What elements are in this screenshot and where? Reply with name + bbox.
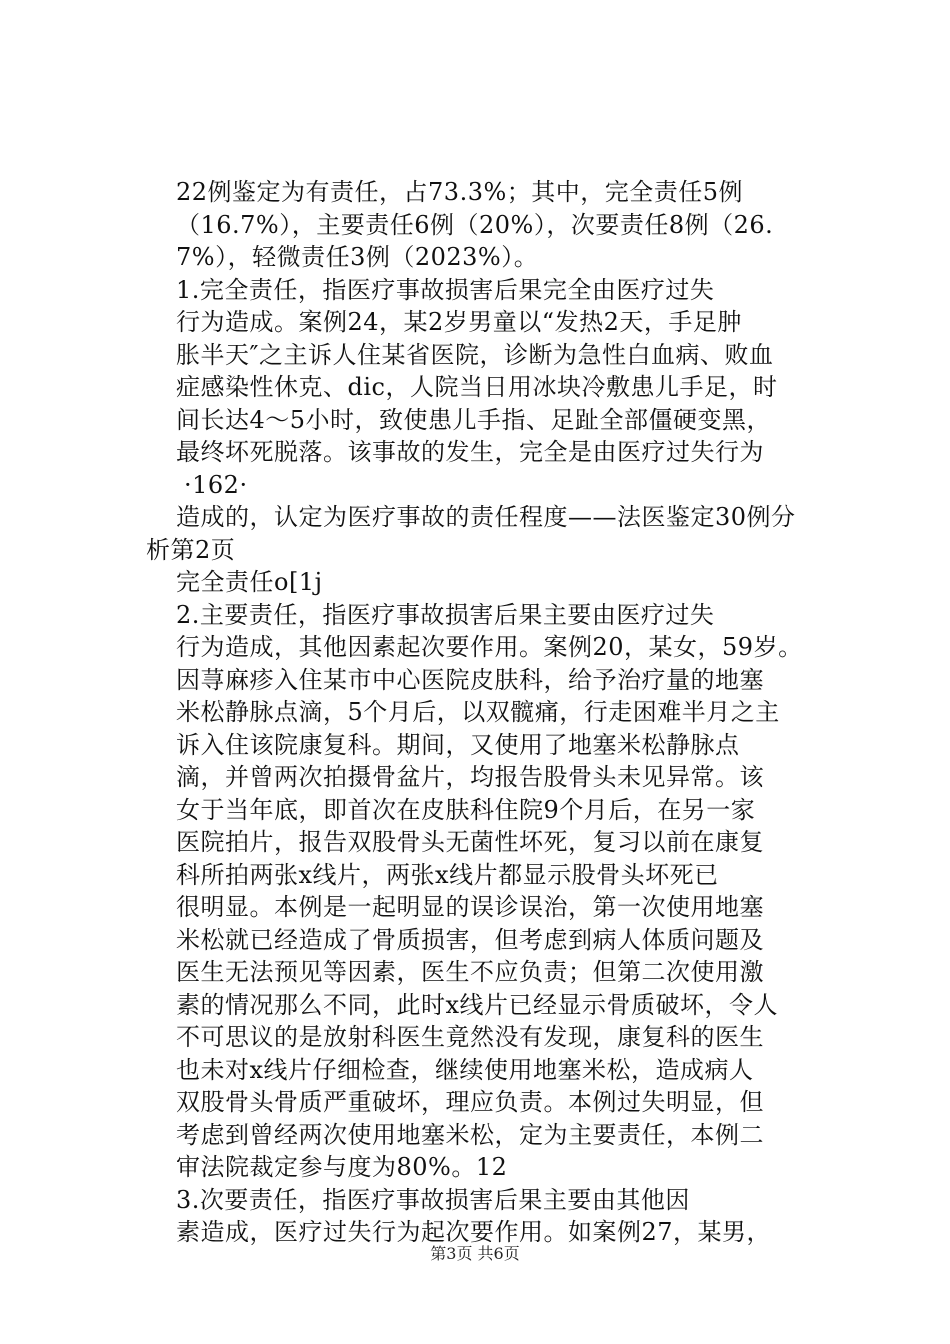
document-body [146,176,876,1249]
text-line: （16.7%），主要责任6例（20%），次要责任8例（26. [176,210,774,239]
text-line: 2.主要责任，指医疗事故损害后果主要由医疗过失 [176,600,715,629]
text-line: 完全责任o[1j [176,568,323,596]
text-line: 米松静脉点滴，5个月后，以双髋痛，行走困难半月之主 [176,698,780,726]
text-line: 行为造成，其他因素起次要作用。案例20，某女，59岁。 [176,633,803,661]
text-line: 科所拍两张x线片，两张x线片都显示股骨头坏死已 [176,860,719,889]
text-line: 造成的，认定为医疗事故的责任程度——法医鉴定30例分 [176,503,796,531]
text-line: 医生无法预见等因素，医生不应负责；但第二次使用激 [176,958,764,986]
page-footer: 第3页 共6页 [430,1244,520,1263]
text-line: 症感染性休克、dic，人院当日用冰块冷敷患儿手足，时 [176,373,778,401]
text-line: 1.完全责任，指医疗事故损害后果完全由医疗过失 [176,275,715,304]
text-line: 22例鉴定为有责任，占73.3%；其中，完全责任5例 [176,178,744,206]
text-line: 素的情况那么不同，此时x线片已经显示骨质破坏，令人 [176,990,779,1019]
text-line: 3.次要责任，指医疗事故损害后果主要由其他因 [176,1185,690,1214]
text-line: 因荨麻疹入住某市中心医院皮肤科，给予治疗量的地塞 [176,665,764,694]
text-line: 胀半天″之主诉人住某省医院，诊断为急性白血病、败血 [176,340,774,369]
text-line: 女于当年底，即首次在皮肤科住院9个月后，在另一家 [176,795,756,824]
text-line: 析第2页 [146,535,236,564]
text-line: 7%），轻微责任3例（2023%）。 [176,243,539,271]
text-line: 也未对x线片仔细检查，继续使用地塞米松，造成病人 [176,1055,754,1084]
text-line: 间长达4～5小时，致使患儿手指、足趾全部僵硬变黑， [176,405,772,434]
text-line: 考虑到曾经两次使用地塞米松，定为主要责任，本例二 [176,1120,764,1149]
text-line: 最终坏死脱落。该事故的发生，完全是由医疗过失行为 [176,438,764,466]
text-line: 不可思议的是放射科医生竟然没有发现，康复科的医生 [176,1023,764,1051]
inline-page-number: ·162· [184,470,248,499]
text-line: 米松就已经造成了骨质损害，但考虑到病人体质问题及 [176,925,764,954]
text-line: 诉入住该院康复科。期间，又使用了地塞米松静脉点 [176,730,740,759]
text-line: 很明显。本例是一起明显的误诊误治，第一次使用地塞 [176,893,764,921]
text-line: 行为造成。案例24，某2岁男童以“发热2天，手足肿 [176,308,742,336]
text-line: 滴，并曾两次拍摄骨盆片，均报告股骨头未见异常。该 [176,763,764,791]
text-line: 素造成，医疗过失行为起次要作用。如案例27，某男， [176,1218,772,1246]
text-line: 审法院裁定参与度为80%。12 [176,1153,508,1181]
text-line: 双股骨头骨质严重破坏，理应负责。本例过失明显，但 [176,1088,764,1116]
text-line: 医院拍片，报告双股骨头无菌性坏死，复习以前在康复 [176,828,764,856]
